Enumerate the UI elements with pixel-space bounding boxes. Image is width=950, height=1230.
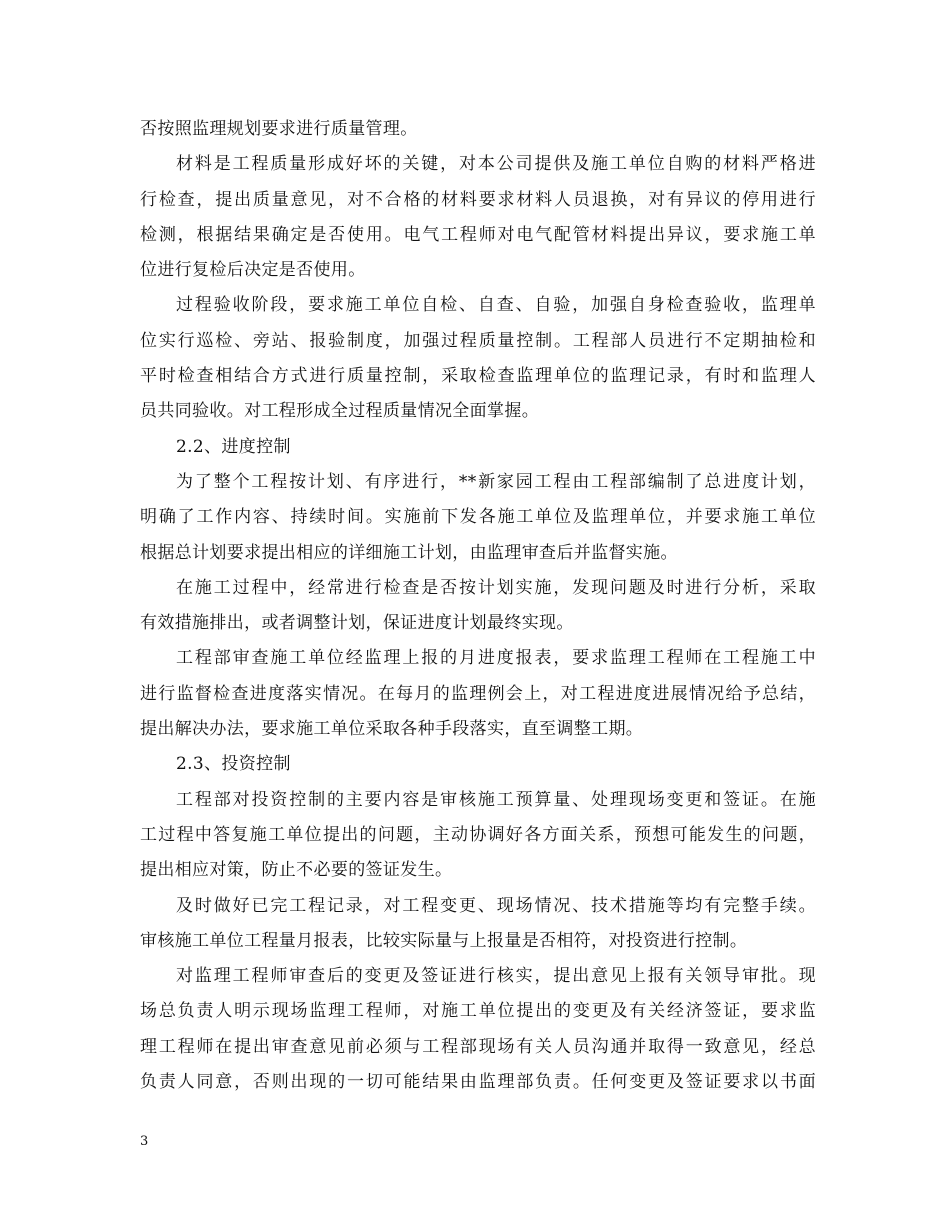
text-line: 对监理工程师审查后的变更及签证进行核实，提出意见上报有关领导审批。现 xyxy=(176,966,816,987)
text-line: 在施工过程中，经常进行检查是否按计划实施，发现问题及时进行分析，采取 xyxy=(176,577,816,598)
text-line: 根据总计划要求提出相应的详细施工计划，由监理审查后并监督实施。 xyxy=(140,542,678,563)
text-line: 提出相应对策，防止不必要的签证发生。 xyxy=(140,860,453,881)
text-line: 平时检查相结合方式进行质量控制，采取检查监理单位的监理记录，有时和监理人 xyxy=(140,366,816,387)
text-line: 提出解决办法，要求施工单位采取各种手段落实，直至调整工期。 xyxy=(140,719,644,740)
text-line: 位实行巡检、旁站、报验制度，加强过程质量控制。工程部人员进行不定期抽检和 xyxy=(140,330,816,351)
text-line: 位进行复检后决定是否使用。 xyxy=(140,260,366,281)
text-line: 有效措施排出，或者调整计划，保证进度计划最终实现。 xyxy=(140,613,574,634)
text-line: 审核施工单位工程量月报表，比较实际量与上报量是否相符，对投资进行控制。 xyxy=(140,930,748,951)
text-line: 工过程中答复施工单位提出的问题，主动协调好各方面关系，预想可能发生的问题， xyxy=(140,824,816,845)
text-line: 理工程师在提出审查意见前必须与工程部现场有关人员沟通并取得一致意见，经总 xyxy=(140,1036,816,1057)
text-line: 负责人同意，否则出现的一切可能结果由监理部负责。任何变更及签证要求以书面 xyxy=(140,1072,816,1093)
text-line: 为了整个工程按计划、有序进行，**新家园工程由工程部编制了总进度计划， xyxy=(176,471,816,492)
text-line: 员共同验收。对工程形成全过程质量情况全面掌握。 xyxy=(140,401,540,422)
text-line: 进行监督检查进度落实情况。在每月的监理例会上，对工程进度进展情况给予总结， xyxy=(140,683,816,704)
text-line: 工程部审查施工单位经监理上报的月进度报表，要求监理工程师在工程施工中 xyxy=(176,648,816,669)
section-heading: 2.3、投资控制 xyxy=(176,754,291,775)
text-line: 过程验收阶段，要求施工单位自检、自查、自验，加强自身检查验收，监理单 xyxy=(176,295,816,316)
text-line: 工程部对投资控制的主要内容是审核施工预算量、处理现场变更和签证。在施 xyxy=(176,789,816,810)
text-line: 场总负责人明示现场监理工程师，对施工单位提出的变更及有关经济签证，要求监 xyxy=(140,1001,816,1022)
section-heading: 2.2、进度控制 xyxy=(176,436,291,457)
text-line: 检测，根据结果确定是否使用。电气工程师对电气配管材料提出异议，要求施工单 xyxy=(140,224,816,245)
body-text xyxy=(140,112,816,1100)
text-line: 材料是工程质量形成好坏的关键，对本公司提供及施工单位自购的材料严格进 xyxy=(176,154,816,175)
text-line: 行检查，提出质量意见，对不合格的材料要求材料人员退换，对有异议的停用进行 xyxy=(140,189,816,210)
page-number: 3 xyxy=(140,1134,149,1149)
text-line: 明确了工作内容、持续时间。实施前下发各施工单位及监理单位，并要求施工单位 xyxy=(140,507,816,528)
text-line: 否按照监理规划要求进行质量管理。 xyxy=(140,119,418,139)
text-line: 及时做好已完工程记录，对工程变更、现场情况、技术措施等均有完整手续。 xyxy=(176,895,816,916)
